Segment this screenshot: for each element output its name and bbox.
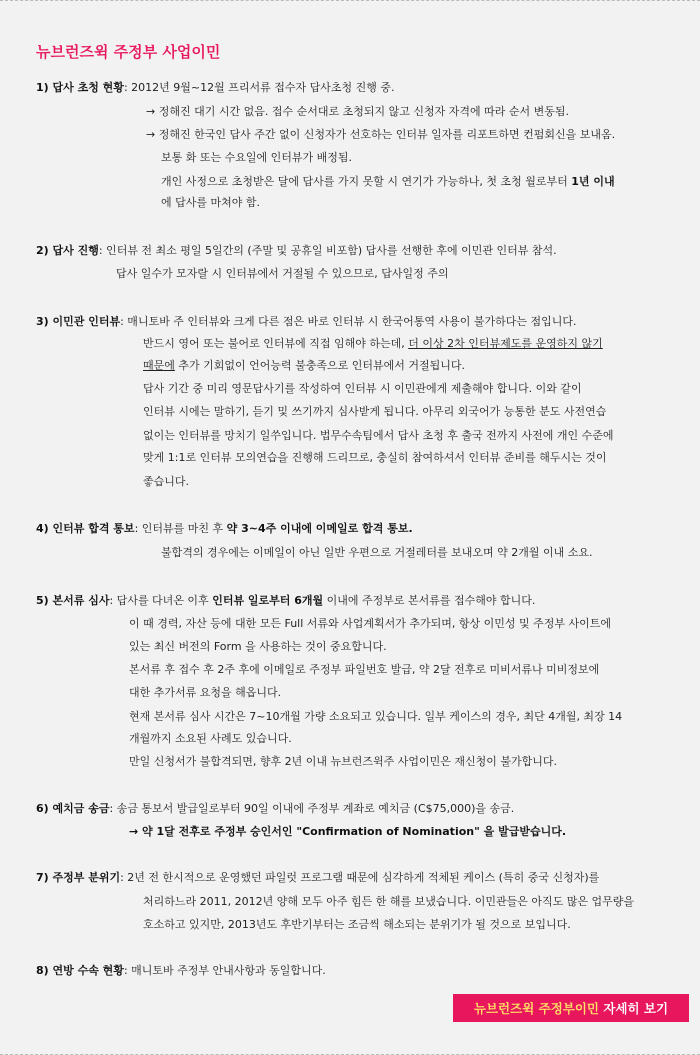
section-7-line-3: 호소하고 있지만, 2013년도 후반기부터는 조금씩 해소되는 분위기가 될 것으로 보입니다.	[143, 918, 571, 931]
page-title: 뉴브런즈윅 주정부 사업이민	[36, 43, 221, 61]
section-3-underlined-2: 때문에	[143, 359, 175, 372]
section-4-line-1	[36, 521, 413, 537]
section-6-line-1	[36, 801, 514, 817]
section-3-line-6: 없이는 인터뷰를 망치기 일쑤입니다. 법무수속팀에서 답사 초청 후 출국 전까지 사전에 개인 수준에	[143, 429, 614, 442]
details-button[interactable]	[453, 994, 689, 1022]
section-1-line-1	[36, 80, 394, 96]
section-3-line-3-text: 추가 기회없이 언어능력 불충족으로 인터뷰에서 거절됩니다.	[174, 359, 466, 372]
section-3-label: 3) 이민관 인터뷰	[36, 315, 121, 328]
section-3-line-2-text: 반드시 영어 또는 불어로 인터뷰에 직접 임해야 하는데,	[143, 337, 409, 350]
section-3-line-3	[143, 358, 465, 374]
section-5-line-7: 개월까지 소요된 사례도 있습니다.	[129, 732, 292, 745]
section-6-text: : 송금 통보서 발급일로부터 90일 이내에 주정부 계좌로 예치금 (C$75,000)을 송금.	[109, 802, 515, 815]
section-6-line-2: → 약 1달 전후로 주정부 승인서인 "Confirmation of Nomination" 을 발급받습니다.	[129, 825, 567, 838]
section-3-line-4: 답사 기간 중 미리 영문답사기를 작성하여 인터뷰 시 이민관에게 제출해야 합니다. 이와 같이	[143, 382, 582, 395]
section-8-label: 8) 연방 수속 현황	[36, 964, 124, 977]
section-4-text: : 인터뷰를 마친 후	[134, 522, 227, 535]
section-8-line-1	[36, 963, 326, 979]
section-1-text: : 2012년 9월~12월 프리서류 접수자 답사초청 진행 중.	[123, 81, 395, 94]
section-4-highlight: 약 3~4주 이내에 이메일로 합격 통보.	[226, 522, 413, 535]
section-5-line-2: 이 때 경력, 자산 등에 대한 모든 Full 서류와 사업계획서가 추가되며, 항상 이민성 및 주정부 사이트에	[129, 617, 612, 630]
details-button-label: 자세히 보기	[599, 1001, 669, 1016]
details-button-accent: 뉴브런즈윅 주정부이민	[473, 1001, 599, 1016]
section-3-line-5: 인터뷰 시에는 말하기, 듣기 및 쓰기까지 심사받게 됩니다. 아무리 외국어가 능통한 분도 사전연습	[143, 405, 607, 418]
section-7-line-2: 처리하느라 2011, 2012년 양해 모두 아주 힘든 한 해를 보냈습니다. 이민관들은 아직도 많은 업무량을	[143, 895, 634, 908]
section-3-text: : 매니토바 주 인터뷰와 크게 다른 점은 바로 인터뷰 시 한국어통역 사용이 불가하다는 점입니다.	[120, 315, 577, 328]
section-1-line-3: → 정해진 한국인 답사 주간 없이 신청자가 선호하는 인터뷰 일자를 리포트하면 컨펌회신을 보내옴.	[146, 128, 616, 141]
section-2-line-2: 답사 일수가 모자랄 시 인터뷰에서 거절될 수 있으므로, 답사일정 주의	[116, 267, 449, 280]
section-3-underlined-1: 더 이상 2차 인터뷰제도를 운영하지 않기	[408, 337, 603, 350]
section-1-highlight: 1년 이내	[571, 175, 615, 188]
section-1-line-6: 에 답사를 마쳐야 함.	[161, 196, 260, 209]
section-8-text: : 매니토바 주정부 안내사항과 동일합니다.	[123, 964, 326, 977]
section-6-label: 6) 예치금 송금	[36, 802, 110, 815]
section-4-line-2: 불합격의 경우에는 이메일이 아닌 일반 우편으로 거절레터를 보내오며 약 2개월 이내 소요.	[161, 546, 593, 559]
section-1-line-2: → 정해진 대기 시간 없음. 접수 순서대로 초청되지 않고 신청자 자격에 따라 순서 변동됨.	[146, 105, 569, 118]
section-5-line-4: 본서류 후 접수 후 2주 후에 이메일로 주정부 파일번호 발급, 약 2달 전후로 미비서류나 미비정보에	[129, 663, 600, 676]
section-1-line-4: 보통 화 또는 수요일에 인터뷰가 배정됨.	[161, 151, 352, 164]
section-3-line-8: 좋습니다.	[143, 475, 190, 488]
section-5-highlight: 인터뷰 일로부터 6개월	[212, 594, 324, 607]
section-2-text: : 인터뷰 전 최소 평일 5일간의 (주말 및 공휴일 비포함) 답사를 선행한 후에 이민관 인터뷰 참석.	[98, 244, 557, 257]
section-3-line-1	[36, 314, 577, 330]
section-2-line-1	[36, 243, 557, 259]
section-5-line-6: 현재 본서류 심사 시간은 7~10개월 가량 소요되고 있습니다. 일부 케이스의 경우, 최단 4개월, 최장 14	[129, 710, 623, 723]
section-7-label: 7) 주정부 분위기	[36, 871, 121, 884]
section-5-label: 5) 본서류 심사	[36, 594, 110, 607]
section-4-label: 4) 인터뷰 합격 통보	[36, 522, 135, 535]
section-5-line-3: 있는 최신 버전의 Form 을 사용하는 것이 중요합니다.	[129, 640, 387, 653]
section-3-line-2	[143, 336, 603, 352]
section-1-label: 1) 답사 초청 현황	[36, 81, 124, 94]
section-1-line-5	[161, 174, 615, 190]
section-5-line-8: 만일 신청서가 불합격되면, 향후 2년 이내 뉴브런즈윅주 사업이민은 재신청이 불가합니다.	[129, 755, 557, 768]
section-2-label: 2) 답사 진행	[36, 244, 99, 257]
section-1-line-5-text: 개인 사정으로 초청받은 달에 답사를 가지 못할 시 연기가 가능하나, 첫 초청 월로부터	[161, 175, 572, 188]
section-5-text-a: : 답사를 다녀온 이후	[109, 594, 213, 607]
section-7-line-1	[36, 870, 599, 886]
section-5-line-5: 대한 추가서류 요청을 해옵니다.	[129, 686, 282, 699]
section-5-text-c: 이내에 주정부로 본서류를 접수해야 합니다.	[323, 594, 536, 607]
section-5-line-1	[36, 593, 535, 609]
section-7-text: : 2년 전 한시적으로 운영했던 파일럿 프로그램 때문에 심각하게 적체된 케이스 (특히 중국 신청자)를	[120, 871, 600, 884]
section-3-line-7: 맞게 1:1로 인터뷰 모의연습을 진행해 드리므로, 충실히 참여하셔서 인터뷰 준비를 해두시는 것이	[143, 451, 607, 464]
